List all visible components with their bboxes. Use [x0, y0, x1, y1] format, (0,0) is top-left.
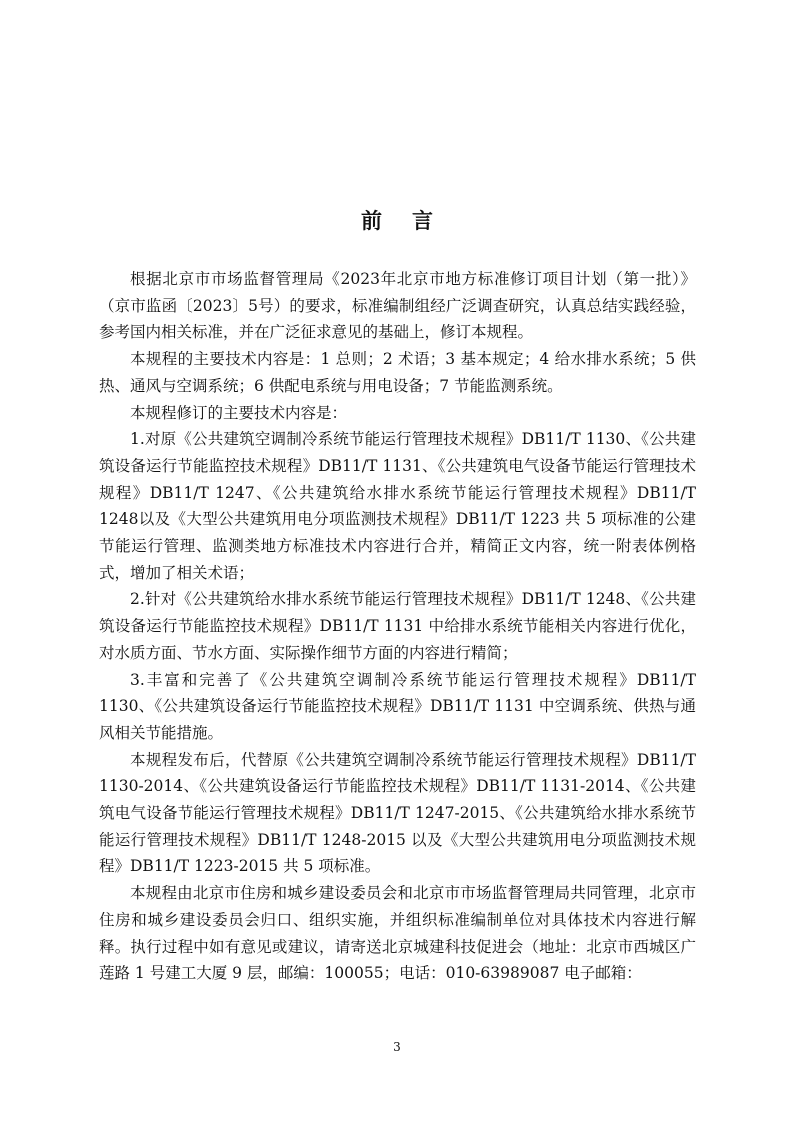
- paragraph-management: 本规程由北京市住房和城乡建设委员会和北京市市场监督管理局共同管理，北京市住房和城乡建设委员会归口、组织实施，并组织标准编制单位对具体技术内容进行解释。执行过程中如有意见或建议，请寄送北京城建科技促进会（地址：北京市西城区广莲路 1 号建工大厦 9 层，邮编：100055；电话：010-63989087 电子邮箱：: [99, 884, 696, 983]
- paragraph-main-content: 本规程的主要技术内容是：1 总则；2 术语；3 基本规定；4 给水排水系统；5 供热、通风与空调系统；6 供配电系统与用电设备；7 节能监测系统。: [99, 350, 696, 395]
- page-title: 前言: [361, 209, 463, 233]
- paragraph-revision-item-3: 3.丰富和完善了《公共建筑空调制冷系统节能运行管理技术规程》DB11/T 1130、《公共建筑设备运行节能监控技术规程》DB11/T 1131 中空调系统、供热与通风相关节能措施。: [99, 670, 696, 742]
- paragraph-replacement: 本规程发布后，代替原《公共建筑空调制冷系统节能运行管理技术规程》DB11/T 1130-2014、《公共建筑设备运行节能监控技术规程》DB11/T 1131-2014、《公共建筑电气设备节能运行管理技术规程》DB11/T 1247-2015、《公共建筑给水排水系统节能运行管理技术规程》DB11/T 1248-2015 以及《大型公共建筑用电分项监测技术规程》DB11/T 1223-2015 共 5 项标准。: [99, 750, 696, 876]
- paragraph-revision-item-2: 2.针对《公共建筑给水排水系统节能运行管理技术规程》DB11/T 1248、《公共建筑设备运行节能监控技术规程》DB11/T 1131 中给排水系统节能相关内容进行优化，对水质方面、节水方面、实际操作细节方面的内容进行精简；: [99, 590, 696, 662]
- preface-body: [99, 266, 696, 987]
- page-number: 3: [393, 1040, 401, 1054]
- paragraph-revision-intro: 本规程修订的主要技术内容是：: [130, 403, 348, 422]
- paragraph-basis: 根据北京市市场监督管理局《2023年北京市地方标准修订项目计划（第一批）》（京市监函〔2023〕5号）的要求，标准编制组经广泛调查研究，认真总结实践经验，参考国内相关标准，并在广泛征求意见的基础上，修订本规程。: [99, 270, 696, 342]
- paragraph-revision-item-1: 1.对原《公共建筑空调制冷系统节能运行管理技术规程》DB11/T 1130、《公共建筑设备运行节能监控技术规程》DB11/T 1131、《公共建筑电气设备节能运行管理技术规程》DB11/T 1247、《公共建筑给水排水系统节能运行管理技术规程》DB11/T 1248以及《大型公共建筑用电分项监测技术规程》DB11/T 1223 共 5 项标准的公建节能运行管理、监测类地方标准技术内容进行合并，精简正文内容，统一附表体例格式，增加了相关术语；: [99, 430, 696, 582]
